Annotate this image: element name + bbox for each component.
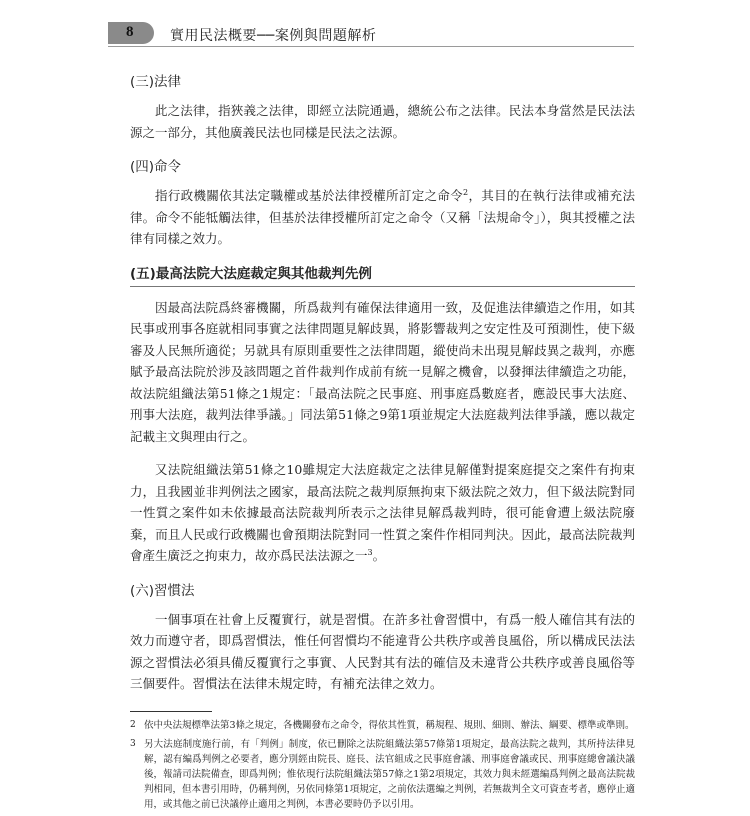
footnote [130,718,635,733]
footnote-divider [130,711,212,712]
section-heading: (三)法律 [130,74,182,90]
footnote-number: 3 [130,738,136,749]
footnote-number: 2 [130,719,136,730]
body-paragraph: 因最高法院爲終審機關，所爲裁判有確保法律適用一致，及促進法律續造之作用，如其民事或刑事各庭就相同事實之法律問題見解歧異，將影響裁判之安定性及可預測性，使下級審及人民無所適從；另就具有原則重要性之法律問題，縱使尚未出現見解歧異之裁判，亦應賦予最高法院於涉及該問題之首件裁判作成前有統一見解之機會，以發揮法律續造之功能，故法院組織法第51條之1規定：「最高法院之民事庭、刑事庭爲數庭者，應設民事大法庭、刑事大法庭，裁判法律爭議。」同法第51條之9第1項並規定大法庭裁判法律爭議，應以裁定記載主文與理由行之。 [130,299,635,444]
heading-underline [130,286,635,287]
page-number: 8 [126,24,134,40]
footnote-text: 另大法庭制度施行前，有「判例」制度，依已刪除之法院組織法第57條第1項規定，最高法院之裁判，其所持法律見解，認有編爲判例之必要者，應分別經由院長、庭長、法官組成之民事庭會議、刑事庭會議或民、刑事庭總會議決議後，報請司法院備查，即爲判例；惟依現行法院組織法第57條之1第2項規定，其效力與未經選編爲判例之最高法院裁判相同，但本書引用時，仍稱判例，另依同條第1項規定，之前依法選編之判例，若無裁判全文可資查考者，應停止適用，或其他之前已決議停止適用之判例，本書必要時仍予以引用。 [144,738,635,810]
body-paragraph: 此之法律，指狹義之法律，即經立法院通過，總統公布之法律。民法本身當然是民法法源之一部分，其他廣義民法也同樣是民法之法源。 [130,103,635,140]
paragraph-text: 又法院組織法第51條之10雖規定大法庭裁定之法律見解僅對提案庭提交之案件有拘束力，且我國並非判例法之國家，最高法院之裁判原無拘束下級法院之效力，但下級法院對同一性質之案件如未依據最高法院裁判所表示之法律見解爲裁判時，很可能會遭上級法院廢棄，而且人民或行政機關也會預期法院對同一性質之案件作相同判決。因此，最高法院裁判會產生廣泛之拘束力，故亦爲民法法源之一 [130,462,635,563]
running-title: 實用民法概要──案例與問題解析 [170,28,377,44]
body-paragraph [130,459,635,567]
header-divider [108,46,634,47]
section-heading: (五)最高法院大法庭裁定與其他裁判先例 [130,265,372,282]
paragraph-text: 指行政機關依其法定職權或基於法律授權所訂定之命令 [155,188,464,203]
footnote-text: 依中央法規標準法第3條之規定，各機關發布之命令，得依其性質，稱規程、規則、細則、辦法、綱要、標準或準則。 [144,719,635,731]
footnote-reference: 2 [463,187,469,197]
paragraph-text: ，其目的在執行法律或補充法律。命令不能牴觸法律，但基於法律授權所訂定之命令（又稱「法規命令」），與其授權之法律有同樣之效力。 [130,188,635,246]
main-text [130,70,635,816]
section-heading: (六)習慣法 [130,582,195,599]
body-paragraph: 一個事項在社會上反覆實行，就是習慣。在許多社會習慣中，有爲一般人確信其有法的效力而遵守者，即爲習慣法，惟任何習慣均不能違背公共秩序或善良風俗，所以構成民法法源之習慣法必須具備反覆實行之事實、人民對其有法的確信及未違背公共秩序或善良風俗等三個要件。習慣法在法律未規定時，有補充法律之效力。 [130,611,635,691]
body-paragraph [130,185,635,250]
paragraph-text: 。 [372,548,386,563]
section-heading: (四)命令 [130,159,182,175]
footnote [130,737,635,812]
page-header [0,0,750,52]
footnote-reference: 3 [367,547,373,557]
